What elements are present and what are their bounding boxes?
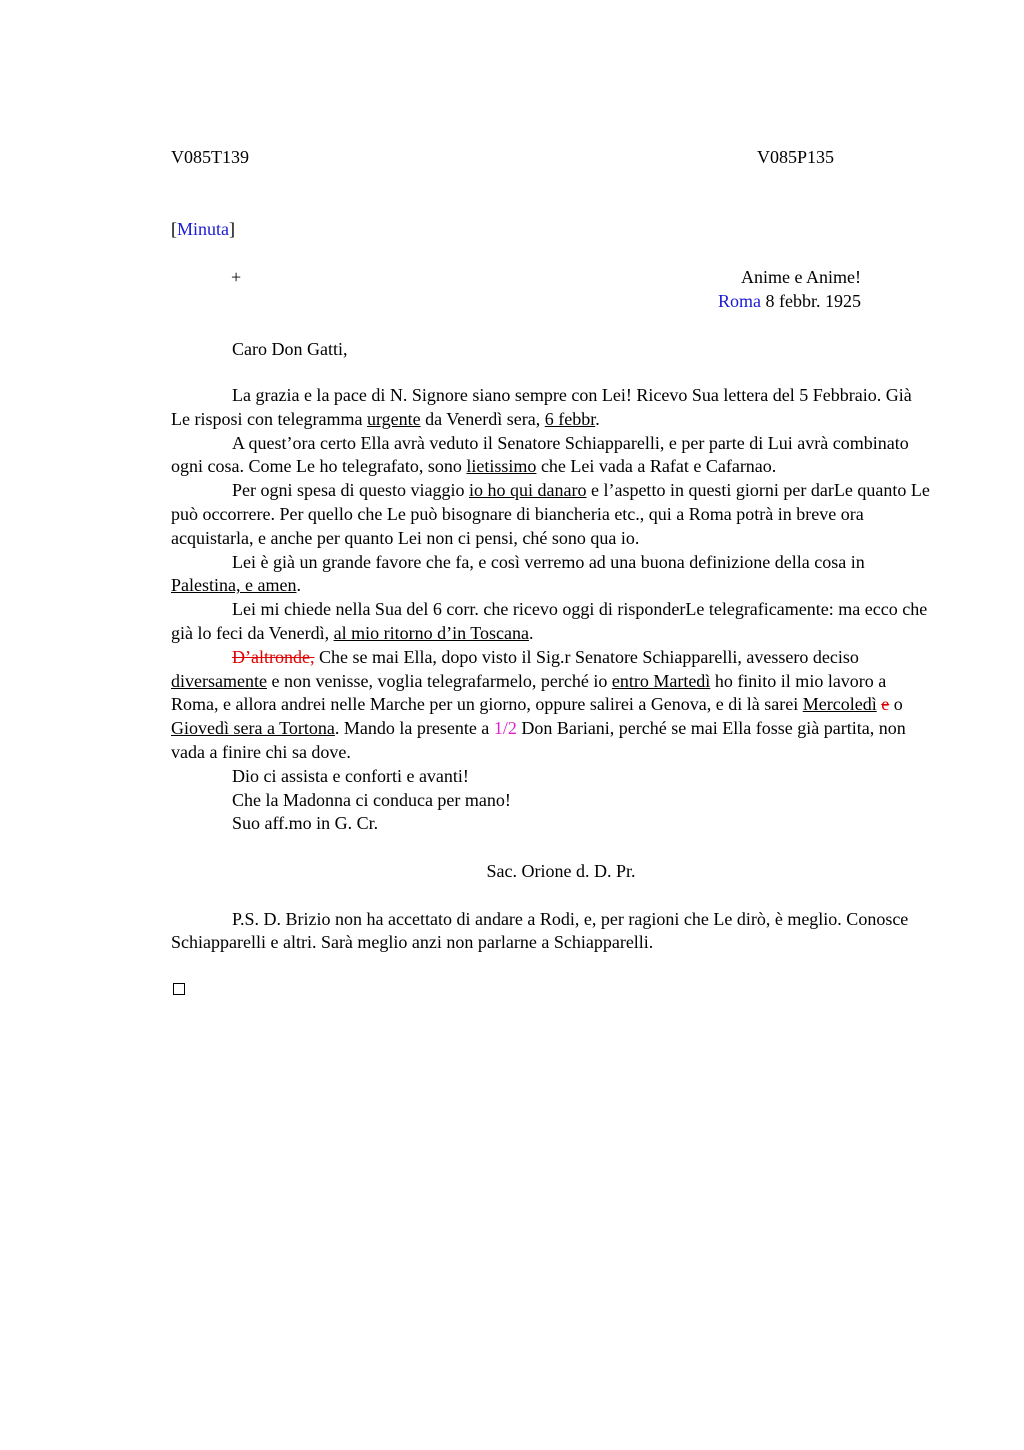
paragraph-3: Per ogni spesa di questo viaggio io ho qui danaro e l’aspetto in questi giorni per darLe quanto Le può occorrere. Per quello che Le può bisognare di biancheria etc., qui a Roma potrà in breve ora acquistarla, e anche per quanto Lei non ci pensi, ché sono qua io.: [171, 480, 930, 548]
half-marker: 1/2: [493, 718, 517, 739]
minuta-text: Minuta: [177, 219, 229, 239]
minuta-label: [171, 218, 235, 242]
signature: Sac. Orione d. D. Pr.: [486, 860, 636, 881]
paragraph-2: A quest’ora certo Ella avrà veduto il Senatore Schiapparelli, e per parte di Lui avrà combinato ogni cosa. Come Le ho telegrafato, sono lietissimo che Lei vada a Rafat e Cafarnao.: [171, 432, 909, 477]
letter-body: [171, 384, 931, 955]
document-code-left: V085T139: [171, 147, 249, 167]
deleted-text: D’altronde,: [232, 646, 315, 667]
date-place: Roma: [718, 291, 762, 311]
closing-line-1: Dio ci assista e conforti e avanti!: [232, 765, 469, 786]
document-code-right: V085P135: [757, 147, 835, 167]
motto: Anime e Anime!: [741, 267, 861, 287]
closing-line-3: Suo aff.mo in G. Cr.: [232, 813, 379, 834]
salutation: Caro Don Gatti,: [232, 339, 348, 359]
minuta-bracket-close: ]: [229, 219, 235, 239]
paragraph-1: La grazia e la pace di N. Signore siano sempre con Lei! Ricevo Sua lettera del 5 Febbraio. Già Le risposi con telegramma urgente da Venerdì sera, 6 febbr.: [171, 385, 912, 429]
end-box-icon: [173, 983, 185, 995]
date-text: 8 febbr. 1925: [761, 291, 861, 311]
paragraph-4: Lei è già un grande favore che fa, e così verremo ad una buona definizione della cosa in Palestina, e amen.: [171, 551, 865, 596]
paragraph-6: D’altronde, Che se mai Ella, dopo visto il Sig.r Senatore Schiapparelli, avessero deciso diversamente e non venisse, voglia telegrafarmelo, perché io entro Martedì ho finito il mio lavoro a Roma, e allora andrei nelle Marche per un giorno, oppure salirei a Genova, e di là sarei Mercoledì e o Giovedì sera a Tortona. Mando la presente a 1/2 Don Bariani, perché se mai Ella fosse già partita, non vada a finire chi sa dove.: [171, 646, 906, 762]
cross-symbol: +: [231, 267, 242, 287]
minuta-bracket-open: [: [171, 219, 177, 239]
closing-line-2: Che la Madonna ci conduca per mano!: [232, 789, 511, 810]
postscript: P.S. D. Brizio non ha accettato di andare a Rodi, e, per ragioni che Le dirò, è meglio. Conosce Schiapparelli e altri. Sarà meglio anzi non parlarne a Schiapparelli.: [171, 908, 909, 953]
letter-date: [718, 290, 861, 314]
deleted-text: e: [881, 694, 890, 715]
paragraph-5: Lei mi chiede nella Sua del 6 corr. che ricevo oggi di risponderLe telegraficamente: ma ecco che già lo feci da Venerdì, al mio ritorno d’in Toscana.: [171, 599, 928, 643]
